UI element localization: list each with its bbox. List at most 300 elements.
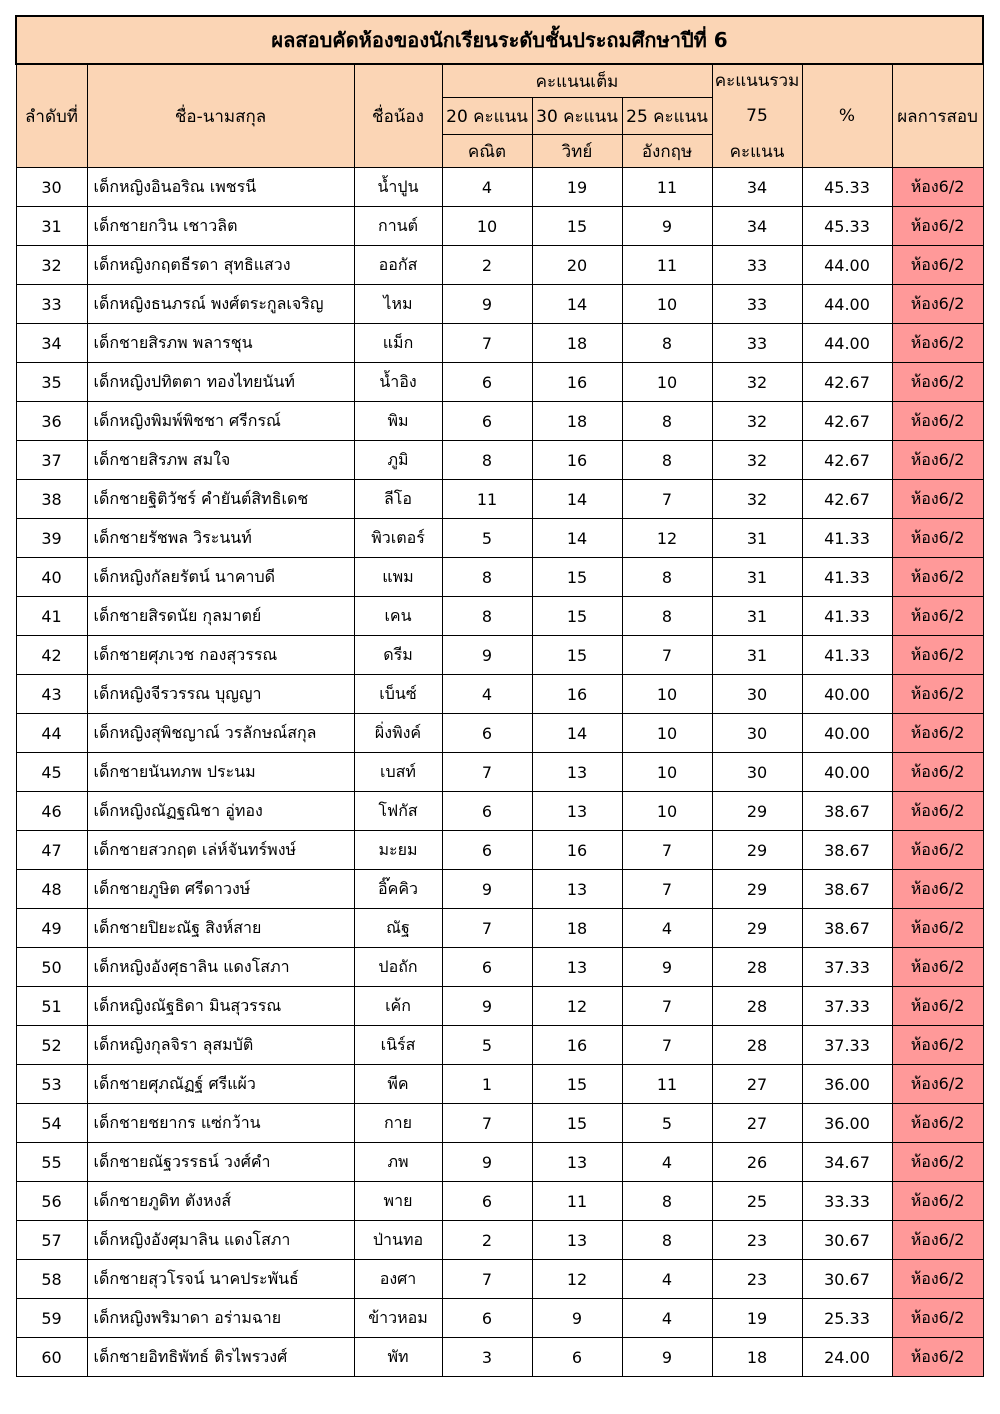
cell-percent: 40.00	[802, 714, 892, 753]
cell-result: ห้อง6/2	[892, 753, 983, 792]
cell-name: เด็กหญิงธนภรณ์ พงศ์ตระกูลเจริญ	[87, 285, 354, 324]
cell-result: ห้อง6/2	[892, 441, 983, 480]
cell-no: 51	[16, 987, 87, 1026]
cell-result: ห้อง6/2	[892, 246, 983, 285]
cell-result: ห้อง6/2	[892, 285, 983, 324]
cell-no: 56	[16, 1182, 87, 1221]
table-row	[16, 909, 983, 948]
cell-result: ห้อง6/2	[892, 168, 983, 207]
cell-percent: 30.67	[802, 1221, 892, 1260]
cell-eng: 9	[622, 207, 712, 246]
table-row	[16, 558, 983, 597]
cell-nickname: เบ็นซ์	[354, 675, 442, 714]
header-percent: %	[802, 64, 892, 168]
header-total-line3: คะแนน	[729, 142, 785, 162]
cell-name: เด็กหญิงอินอริณ เพชรนี	[87, 168, 354, 207]
cell-eng: 10	[622, 285, 712, 324]
cell-percent: 42.67	[802, 402, 892, 441]
cell-sci: 18	[532, 324, 622, 363]
cell-percent: 36.00	[802, 1065, 892, 1104]
cell-math: 6	[442, 831, 532, 870]
cell-sci: 15	[532, 207, 622, 246]
cell-percent: 44.00	[802, 246, 892, 285]
cell-result: ห้อง6/2	[892, 597, 983, 636]
cell-math: 6	[442, 792, 532, 831]
cell-math: 3	[442, 1338, 532, 1377]
cell-total: 34	[712, 168, 802, 207]
table-row	[16, 675, 983, 714]
cell-eng: 4	[622, 1143, 712, 1182]
cell-result: ห้อง6/2	[892, 324, 983, 363]
cell-math: 4	[442, 168, 532, 207]
cell-eng: 8	[622, 558, 712, 597]
cell-nickname: ณัฐ	[354, 909, 442, 948]
cell-math: 9	[442, 987, 532, 1026]
cell-total: 32	[712, 441, 802, 480]
cell-nickname: ป่านทอ	[354, 1221, 442, 1260]
cell-percent: 38.67	[802, 909, 892, 948]
table-row	[16, 1260, 983, 1299]
cell-percent: 33.33	[802, 1182, 892, 1221]
table-row	[16, 480, 983, 519]
cell-percent: 44.00	[802, 285, 892, 324]
table-row	[16, 1338, 983, 1377]
cell-sci: 12	[532, 1260, 622, 1299]
cell-no: 37	[16, 441, 87, 480]
table-row	[16, 753, 983, 792]
cell-total: 31	[712, 636, 802, 675]
cell-name: เด็กชายภูษิต ศรีดาวงษ์	[87, 870, 354, 909]
header-eng: อังกฤษ	[622, 135, 712, 168]
cell-percent: 44.00	[802, 324, 892, 363]
cell-no: 60	[16, 1338, 87, 1377]
table-row	[16, 597, 983, 636]
cell-math: 6	[442, 948, 532, 987]
cell-percent: 37.33	[802, 987, 892, 1026]
table-row	[16, 870, 983, 909]
cell-no: 31	[16, 207, 87, 246]
cell-eng: 4	[622, 1299, 712, 1338]
cell-total: 29	[712, 792, 802, 831]
cell-percent: 45.33	[802, 168, 892, 207]
cell-result: ห้อง6/2	[892, 363, 983, 402]
table-row	[16, 636, 983, 675]
cell-percent: 42.67	[802, 441, 892, 480]
cell-math: 7	[442, 1260, 532, 1299]
cell-sci: 18	[532, 402, 622, 441]
cell-sci: 6	[532, 1338, 622, 1377]
cell-name: เด็กชายณัฐวรรธน์ วงศ์คำ	[87, 1143, 354, 1182]
cell-nickname: ไหม	[354, 285, 442, 324]
header-total-line2: 75	[746, 106, 768, 126]
cell-name: เด็กหญิงณัฏฐณิชา อู่ทอง	[87, 792, 354, 831]
table-row	[16, 1026, 983, 1065]
cell-total: 31	[712, 519, 802, 558]
cell-name: เด็กหญิงสุพิชญาณ์ วรลักษณ์สกุล	[87, 714, 354, 753]
cell-total: 27	[712, 1065, 802, 1104]
cell-math: 6	[442, 714, 532, 753]
cell-no: 53	[16, 1065, 87, 1104]
cell-nickname: เค้ก	[354, 987, 442, 1026]
table-row	[16, 285, 983, 324]
table-row	[16, 948, 983, 987]
cell-name: เด็กหญิงกุลจิรา ลุสมบัติ	[87, 1026, 354, 1065]
table-row	[16, 402, 983, 441]
cell-total: 28	[712, 987, 802, 1026]
header-math-points: 20 คะแนน	[442, 98, 532, 135]
cell-nickname: กาย	[354, 1104, 442, 1143]
cell-no: 34	[16, 324, 87, 363]
cell-sci: 13	[532, 1143, 622, 1182]
cell-nickname: น้ำอิง	[354, 363, 442, 402]
cell-name: เด็กหญิงกัลยรัตน์ นาคาบดี	[87, 558, 354, 597]
cell-total: 29	[712, 831, 802, 870]
cell-sci: 16	[532, 831, 622, 870]
cell-name: เด็กชายสิรดนัย กุลมาตย์	[87, 597, 354, 636]
cell-sci: 16	[532, 1026, 622, 1065]
results-table	[15, 15, 984, 1377]
cell-eng: 11	[622, 168, 712, 207]
cell-result: ห้อง6/2	[892, 1299, 983, 1338]
header-total-line1: คะแนนรวม	[714, 71, 800, 91]
cell-math: 7	[442, 1104, 532, 1143]
header-full-score: คะแนนเต็ม	[442, 64, 712, 98]
cell-no: 45	[16, 753, 87, 792]
table-row	[16, 246, 983, 285]
cell-result: ห้อง6/2	[892, 792, 983, 831]
cell-no: 33	[16, 285, 87, 324]
cell-math: 8	[442, 441, 532, 480]
cell-nickname: พิม	[354, 402, 442, 441]
cell-math: 6	[442, 402, 532, 441]
table-row	[16, 207, 983, 246]
cell-result: ห้อง6/2	[892, 870, 983, 909]
cell-name: เด็กหญิงณัฐธิดา มินสุวรรณ	[87, 987, 354, 1026]
cell-result: ห้อง6/2	[892, 1026, 983, 1065]
cell-total: 32	[712, 480, 802, 519]
cell-total: 28	[712, 948, 802, 987]
cell-sci: 13	[532, 1221, 622, 1260]
cell-result: ห้อง6/2	[892, 1260, 983, 1299]
cell-sci: 13	[532, 753, 622, 792]
cell-name: เด็กชายฐิติวัชร์ คำยันต์สิทธิเดช	[87, 480, 354, 519]
cell-no: 42	[16, 636, 87, 675]
header-sci-points: 30 คะแนน	[532, 98, 622, 135]
cell-no: 41	[16, 597, 87, 636]
cell-result: ห้อง6/2	[892, 519, 983, 558]
cell-percent: 38.67	[802, 870, 892, 909]
table-row	[16, 324, 983, 363]
cell-sci: 13	[532, 948, 622, 987]
cell-name: เด็กชายศุภเวช กองสุวรรณ	[87, 636, 354, 675]
cell-eng: 8	[622, 402, 712, 441]
cell-nickname: ภพ	[354, 1143, 442, 1182]
cell-sci: 15	[532, 1065, 622, 1104]
cell-total: 23	[712, 1260, 802, 1299]
cell-math: 9	[442, 285, 532, 324]
cell-name: เด็กชายกวิน เชาวลิต	[87, 207, 354, 246]
cell-name: เด็กชายภูดิท ตังหงส์	[87, 1182, 354, 1221]
cell-nickname: โฟกัส	[354, 792, 442, 831]
table-row	[16, 519, 983, 558]
cell-percent: 34.67	[802, 1143, 892, 1182]
cell-sci: 11	[532, 1182, 622, 1221]
cell-total: 34	[712, 207, 802, 246]
cell-no: 38	[16, 480, 87, 519]
cell-math: 9	[442, 636, 532, 675]
cell-name: เด็กชายปิยะณัฐ สิงห์สาย	[87, 909, 354, 948]
cell-total: 30	[712, 714, 802, 753]
cell-total: 30	[712, 753, 802, 792]
cell-sci: 15	[532, 558, 622, 597]
table-row	[16, 363, 983, 402]
cell-name: เด็กชายอิทธิพัทธ์ ติรไพรวงศ์	[87, 1338, 354, 1377]
cell-no: 35	[16, 363, 87, 402]
cell-sci: 14	[532, 285, 622, 324]
cell-no: 40	[16, 558, 87, 597]
cell-percent: 41.33	[802, 519, 892, 558]
header-eng-points: 25 คะแนน	[622, 98, 712, 135]
header-name: ชื่อ-นามสกุล	[87, 64, 354, 168]
cell-eng: 10	[622, 792, 712, 831]
cell-eng: 11	[622, 246, 712, 285]
cell-result: ห้อง6/2	[892, 1065, 983, 1104]
cell-no: 30	[16, 168, 87, 207]
cell-percent: 45.33	[802, 207, 892, 246]
cell-no: 36	[16, 402, 87, 441]
cell-math: 6	[442, 1182, 532, 1221]
cell-eng: 9	[622, 1338, 712, 1377]
cell-nickname: ออกัส	[354, 246, 442, 285]
cell-nickname: ลีโอ	[354, 480, 442, 519]
table-row	[16, 1299, 983, 1338]
cell-result: ห้อง6/2	[892, 1182, 983, 1221]
cell-no: 49	[16, 909, 87, 948]
cell-eng: 4	[622, 909, 712, 948]
cell-name: เด็กหญิงอังศุมาลิน แดงโสภา	[87, 1221, 354, 1260]
cell-nickname: ข้าวหอม	[354, 1299, 442, 1338]
cell-no: 55	[16, 1143, 87, 1182]
cell-sci: 9	[532, 1299, 622, 1338]
cell-name: เด็กหญิงพิมพ์พิชชา ศรีกรณ์	[87, 402, 354, 441]
cell-percent: 41.33	[802, 636, 892, 675]
cell-result: ห้อง6/2	[892, 636, 983, 675]
cell-percent: 36.00	[802, 1104, 892, 1143]
cell-nickname: เคน	[354, 597, 442, 636]
cell-percent: 41.33	[802, 597, 892, 636]
cell-total: 29	[712, 909, 802, 948]
cell-nickname: พีค	[354, 1065, 442, 1104]
cell-name: เด็กชายรัชพล วิระนนท์	[87, 519, 354, 558]
cell-total: 33	[712, 285, 802, 324]
cell-eng: 10	[622, 753, 712, 792]
table-row	[16, 1221, 983, 1260]
table-row	[16, 1104, 983, 1143]
cell-eng: 7	[622, 831, 712, 870]
cell-math: 5	[442, 519, 532, 558]
cell-nickname: มะยม	[354, 831, 442, 870]
header-sci: วิทย์	[532, 135, 622, 168]
cell-result: ห้อง6/2	[892, 831, 983, 870]
cell-result: ห้อง6/2	[892, 948, 983, 987]
cell-total: 27	[712, 1104, 802, 1143]
cell-eng: 11	[622, 1065, 712, 1104]
cell-total: 31	[712, 597, 802, 636]
cell-percent: 42.67	[802, 480, 892, 519]
cell-nickname: อิ๊คคิว	[354, 870, 442, 909]
cell-sci: 13	[532, 870, 622, 909]
cell-sci: 18	[532, 909, 622, 948]
cell-math: 5	[442, 1026, 532, 1065]
cell-nickname: แพม	[354, 558, 442, 597]
table-row	[16, 1182, 983, 1221]
cell-math: 9	[442, 870, 532, 909]
cell-sci: 13	[532, 792, 622, 831]
table-body	[16, 168, 983, 1377]
cell-math: 4	[442, 675, 532, 714]
cell-eng: 8	[622, 1221, 712, 1260]
cell-total: 26	[712, 1143, 802, 1182]
cell-nickname: แม็ก	[354, 324, 442, 363]
cell-name: เด็กชายสวกฤต เล่ห์จันทร์พงษ์	[87, 831, 354, 870]
cell-nickname: ผิ่งพิงค์	[354, 714, 442, 753]
cell-no: 46	[16, 792, 87, 831]
cell-total: 30	[712, 675, 802, 714]
cell-nickname: กานต์	[354, 207, 442, 246]
cell-name: เด็กหญิงจีรวรรณ บุญญา	[87, 675, 354, 714]
cell-sci: 15	[532, 636, 622, 675]
cell-no: 54	[16, 1104, 87, 1143]
cell-eng: 7	[622, 870, 712, 909]
table-row	[16, 168, 983, 207]
cell-math: 2	[442, 1221, 532, 1260]
cell-percent: 37.33	[802, 1026, 892, 1065]
cell-nickname: พัท	[354, 1338, 442, 1377]
cell-sci: 14	[532, 519, 622, 558]
cell-sci: 15	[532, 597, 622, 636]
cell-percent: 25.33	[802, 1299, 892, 1338]
cell-math: 7	[442, 909, 532, 948]
header-total	[712, 64, 802, 168]
cell-nickname: น้ำปูน	[354, 168, 442, 207]
table-row	[16, 1143, 983, 1182]
cell-no: 57	[16, 1221, 87, 1260]
cell-nickname: ดรีม	[354, 636, 442, 675]
table-row	[16, 714, 983, 753]
cell-percent: 24.00	[802, 1338, 892, 1377]
cell-math: 9	[442, 1143, 532, 1182]
cell-sci: 20	[532, 246, 622, 285]
cell-percent: 30.67	[802, 1260, 892, 1299]
cell-name: เด็กชายสิรภพ สมใจ	[87, 441, 354, 480]
cell-eng: 7	[622, 987, 712, 1026]
cell-math: 10	[442, 207, 532, 246]
cell-result: ห้อง6/2	[892, 402, 983, 441]
cell-eng: 7	[622, 480, 712, 519]
cell-name: เด็กชายนันทภพ ประนม	[87, 753, 354, 792]
cell-total: 23	[712, 1221, 802, 1260]
table-row	[16, 441, 983, 480]
cell-no: 43	[16, 675, 87, 714]
cell-no: 58	[16, 1260, 87, 1299]
cell-result: ห้อง6/2	[892, 714, 983, 753]
header-math: คณิต	[442, 135, 532, 168]
cell-no: 47	[16, 831, 87, 870]
cell-total: 25	[712, 1182, 802, 1221]
cell-name: เด็กหญิงปทิตตา ทองไทยนันท์	[87, 363, 354, 402]
cell-percent: 37.33	[802, 948, 892, 987]
cell-result: ห้อง6/2	[892, 207, 983, 246]
cell-percent: 41.33	[802, 558, 892, 597]
cell-sci: 16	[532, 675, 622, 714]
table-row	[16, 1065, 983, 1104]
cell-total: 32	[712, 402, 802, 441]
cell-nickname: ภูมิ	[354, 441, 442, 480]
cell-eng: 12	[622, 519, 712, 558]
cell-total: 19	[712, 1299, 802, 1338]
cell-name: เด็กชายสิรภพ พลารชุน	[87, 324, 354, 363]
cell-eng: 8	[622, 1182, 712, 1221]
cell-nickname: เบสท์	[354, 753, 442, 792]
cell-math: 11	[442, 480, 532, 519]
cell-sci: 14	[532, 714, 622, 753]
cell-no: 59	[16, 1299, 87, 1338]
cell-eng: 10	[622, 675, 712, 714]
cell-total: 31	[712, 558, 802, 597]
cell-total: 32	[712, 363, 802, 402]
cell-sci: 12	[532, 987, 622, 1026]
cell-eng: 5	[622, 1104, 712, 1143]
cell-no: 39	[16, 519, 87, 558]
header-nickname: ชื่อน้อง	[354, 64, 442, 168]
cell-name: เด็กหญิงพริมาดา อร่ามฉาย	[87, 1299, 354, 1338]
cell-math: 6	[442, 363, 532, 402]
cell-nickname: ปอถัก	[354, 948, 442, 987]
cell-eng: 9	[622, 948, 712, 987]
cell-result: ห้อง6/2	[892, 1221, 983, 1260]
cell-total: 33	[712, 324, 802, 363]
cell-nickname: องศา	[354, 1260, 442, 1299]
cell-sci: 14	[532, 480, 622, 519]
cell-result: ห้อง6/2	[892, 480, 983, 519]
cell-percent: 40.00	[802, 675, 892, 714]
cell-no: 32	[16, 246, 87, 285]
cell-result: ห้อง6/2	[892, 1338, 983, 1377]
cell-total: 33	[712, 246, 802, 285]
cell-result: ห้อง6/2	[892, 1104, 983, 1143]
cell-no: 48	[16, 870, 87, 909]
cell-eng: 7	[622, 1026, 712, 1065]
cell-no: 44	[16, 714, 87, 753]
cell-total: 28	[712, 1026, 802, 1065]
results-sheet	[15, 15, 982, 1377]
cell-eng: 7	[622, 636, 712, 675]
cell-sci: 16	[532, 363, 622, 402]
header-result: ผลการสอบ	[892, 64, 983, 168]
cell-sci: 19	[532, 168, 622, 207]
cell-nickname: พาย	[354, 1182, 442, 1221]
cell-percent: 38.67	[802, 831, 892, 870]
cell-percent: 38.67	[802, 792, 892, 831]
cell-eng: 8	[622, 441, 712, 480]
cell-eng: 8	[622, 597, 712, 636]
cell-result: ห้อง6/2	[892, 675, 983, 714]
cell-no: 52	[16, 1026, 87, 1065]
cell-nickname: พิวเตอร์	[354, 519, 442, 558]
cell-percent: 40.00	[802, 753, 892, 792]
cell-sci: 16	[532, 441, 622, 480]
cell-sci: 15	[532, 1104, 622, 1143]
